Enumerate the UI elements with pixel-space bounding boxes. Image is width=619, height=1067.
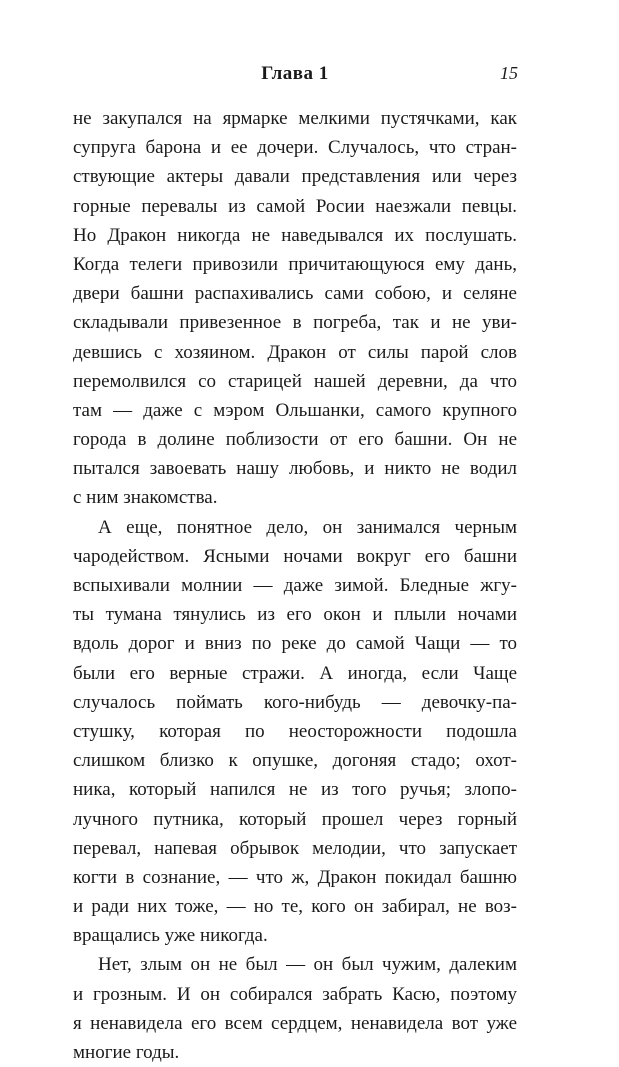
paragraph — [73, 104, 517, 513]
text-line: девшись с хозяином. Дракон от силы парой слов — [73, 341, 517, 363]
text-line: были его верные стражи. А иногда, если Чаще — [73, 662, 517, 684]
paragraph — [73, 950, 517, 1067]
text-line: города в долине поблизости от его башни. Он не — [73, 429, 517, 451]
text-line: вращались уже никогда. — [73, 925, 268, 947]
text-line: складывали привезенное в погреба, так и не уви- — [73, 312, 517, 334]
text-line: там — даже с мэром Ольшанки, самого крупного — [73, 399, 517, 421]
text-line: Нет, злым он не был — он был чужим, далеким — [98, 954, 517, 976]
text-line: ствующие актеры давали представления или через — [73, 166, 517, 188]
text-line: с ним знакомства. — [73, 487, 218, 509]
text-line: стушку, которая по неосторожности подошла — [73, 720, 517, 742]
text-line: пытался завоевать нашу любовь, и никто не водил — [73, 458, 517, 480]
text-line: и ради них тоже, — но те, кого он забирал, не воз- — [73, 896, 517, 918]
text-line: вдоль дорог и вниз по реке до самой Чащи — то — [73, 633, 517, 655]
text-line: супруга барона и ее дочери. Случалось, что стран- — [73, 137, 517, 159]
text-line: и грозным. И он собирался забрать Касю, поэтому — [73, 983, 517, 1005]
text-line: перевал, напевая обрывок мелодии, что запускает — [73, 837, 517, 859]
text-line: горные перевалы из самой Росии наезжали певцы. — [73, 195, 517, 217]
text-line: когти в сознание, — что ж, Дракон покидал башню — [73, 866, 517, 888]
text-line: лучного путника, который прошел через горный — [73, 808, 517, 830]
text-line: чародейством. Ясными ночами вокруг его башни — [73, 545, 517, 567]
text-line: ника, который напился не из того ручья; злопо- — [73, 779, 517, 801]
text-line: Но Дракон никогда не наведывался их послушать. — [73, 224, 517, 246]
text-line: многие годы. — [73, 1042, 180, 1063]
text-line: двери башни распахивались сами собою, и селяне — [73, 283, 517, 305]
body-text — [73, 104, 517, 1067]
text-line: А еще, понятное дело, он занимался черным — [98, 516, 517, 538]
running-head — [72, 60, 518, 90]
text-line: вспыхивали молнии — даже зимой. Бледные жгу- — [73, 575, 517, 596]
paragraph — [73, 513, 517, 951]
text-line: не закупался на ярмарке мелкими пустячками, как — [73, 108, 517, 129]
text-line: я ненавидела его всем сердцем, ненавидела вот уже — [73, 1012, 517, 1034]
text-line: Когда телеги привозили причитающуюся ему дань, — [73, 253, 517, 275]
text-line: слишком близко к опушке, догоняя стадо; охот- — [73, 750, 517, 772]
text-line: случалось поймать кого-нибудь — девочку-па- — [73, 691, 517, 713]
text-line: ты тумана тянулись из его окон и плыли ночами — [73, 604, 517, 626]
page-number: 15 — [500, 63, 518, 83]
text-line: перемолвился со старицей нашей деревни, да что — [73, 370, 517, 392]
chapter-title: Глава 1 — [261, 63, 329, 84]
